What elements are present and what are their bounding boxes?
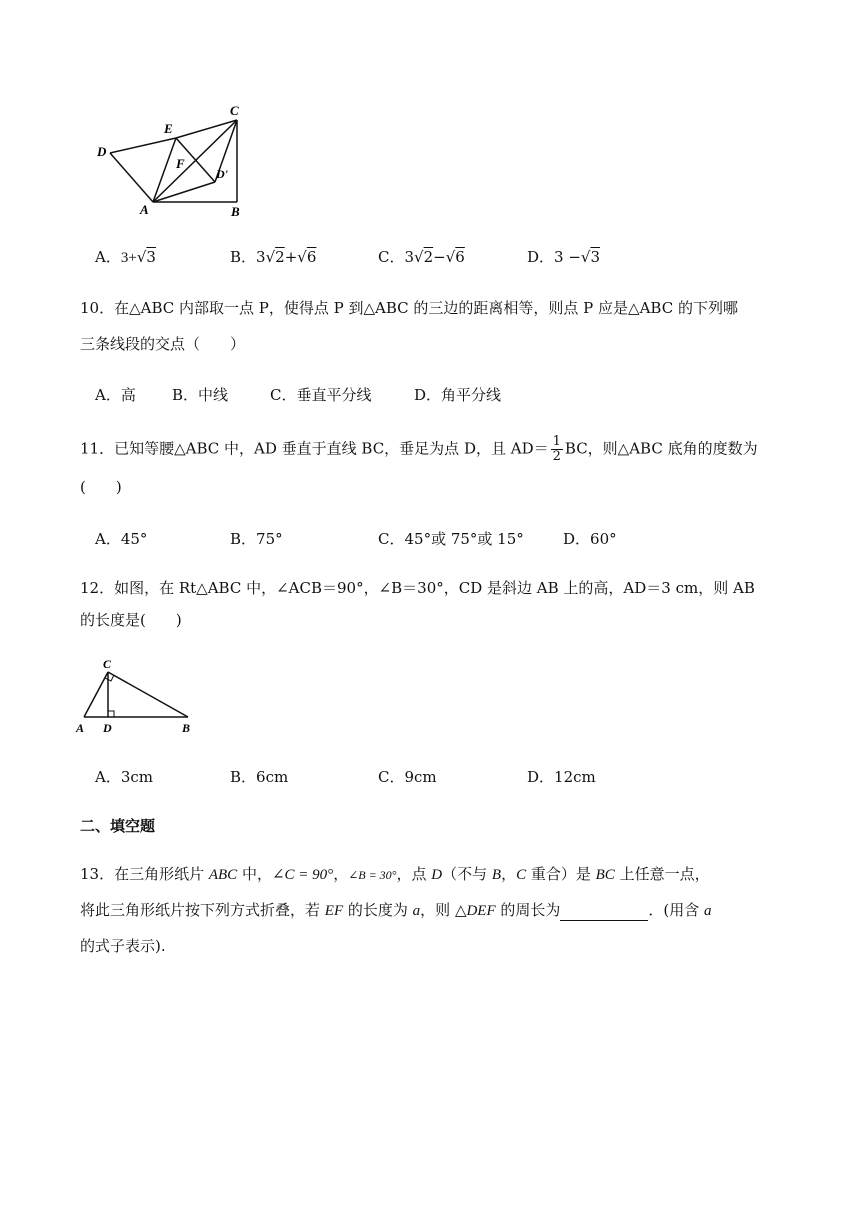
q12-stem-line1: 12．如图，在 Rt△ABC 中，∠ACB＝90°，∠B＝30°，CD 是斜边 AB 上的高，AD＝3 cm，则 AB	[80, 579, 755, 597]
section-title: 二、填空题	[80, 817, 156, 835]
figure-right-triangle	[72, 655, 202, 740]
label-E: E	[164, 121, 173, 136]
q9-option-c[interactable]: C．3√2−√6	[378, 248, 465, 266]
q13-stem-line2: 将此三角形纸片按下列方式折叠，若 EF 的长度为 a，则 △DEF 的周长为 ．(用含 a	[80, 901, 712, 919]
seg-DA	[110, 153, 153, 202]
seg-AE	[153, 138, 176, 202]
q9-option-d[interactable]: D．3 −√3	[527, 248, 601, 266]
label-A: A	[76, 721, 85, 735]
seg-DE	[110, 138, 176, 153]
sqrt-symbol: √	[414, 248, 424, 266]
option-letter: C．	[378, 248, 405, 266]
label-F: F	[176, 156, 185, 171]
q11-option-c[interactable]: C．45°或 75°或 15°	[378, 530, 524, 548]
label-B: B	[182, 721, 191, 735]
sqrt-symbol: √	[136, 248, 147, 266]
seg-CB	[108, 672, 188, 717]
label-D: D	[103, 721, 112, 735]
q12-option-a[interactable]: A．3cm	[95, 768, 154, 786]
q10-option-c[interactable]: C．垂直平分线	[270, 386, 372, 404]
q12-stem-line2: 的长度是( )	[80, 611, 182, 629]
label-A: A	[140, 202, 149, 217]
q11-stem-line2: ( )	[80, 478, 122, 496]
q10-stem-line1: 10．在△ABC 内部取一点 P，使得点 P 到△ABC 的三边的距离相等，则点 P 应是△ABC 的下列哪	[80, 299, 738, 317]
sqrt-symbol: √	[580, 248, 591, 266]
q11-option-b[interactable]: B．75°	[230, 530, 283, 548]
q11-option-d[interactable]: D．60°	[563, 530, 617, 548]
q13-stem-line1: 13．在三角形纸片 ABC 中，∠C = 90°，∠B = 30°，点 D（不与 B，C 重合）是 BC 上任意一点，	[80, 865, 710, 883]
seg-AC	[84, 672, 108, 717]
option-letter: D．	[527, 248, 555, 266]
q10-option-b[interactable]: B．中线	[172, 386, 229, 404]
label-C: C	[103, 657, 112, 671]
q12-option-d[interactable]: D．12cm	[527, 768, 596, 786]
sqrt-symbol: √	[297, 248, 307, 266]
label-B: B	[231, 204, 240, 219]
sqrt-symbol: √	[445, 248, 456, 266]
option-letter: A．	[95, 248, 121, 266]
option-letter: B．	[230, 248, 257, 266]
right-angle-mark-D	[108, 711, 114, 717]
answer-blank[interactable]	[560, 904, 648, 921]
q10-stem-line2: 三条线段的交点（ ）	[80, 335, 246, 353]
sqrt-symbol: √	[265, 248, 276, 266]
q9-option-b[interactable]: B．3√2+√6	[230, 248, 317, 266]
q13-stem-line3: 的式子表示).	[80, 937, 166, 955]
q10-option-a[interactable]: A．高	[95, 386, 136, 404]
label-D: D	[97, 144, 107, 159]
label-D-prime: D'	[216, 167, 228, 181]
q12-option-b[interactable]: B．6cm	[230, 768, 289, 786]
q11-stem-line1: 11．已知等腰△ABC 中，AD 垂直于直线 BC，垂足为点 D，且 AD＝ $\frac{1}{2}$ BC，则△ABC 底角的度数为	[80, 434, 758, 464]
q9-option-a[interactable]: A．3+√3	[95, 248, 156, 266]
q12-option-c[interactable]: C．9cm	[378, 768, 437, 786]
q10-option-d[interactable]: D．角平分线	[414, 386, 502, 404]
q11-option-a[interactable]: A．45°	[95, 530, 148, 548]
fraction-one-half: $\frac{1}{2}$	[552, 434, 561, 464]
label-C: C	[230, 103, 239, 118]
figure-fold-rectangle	[90, 98, 260, 223]
